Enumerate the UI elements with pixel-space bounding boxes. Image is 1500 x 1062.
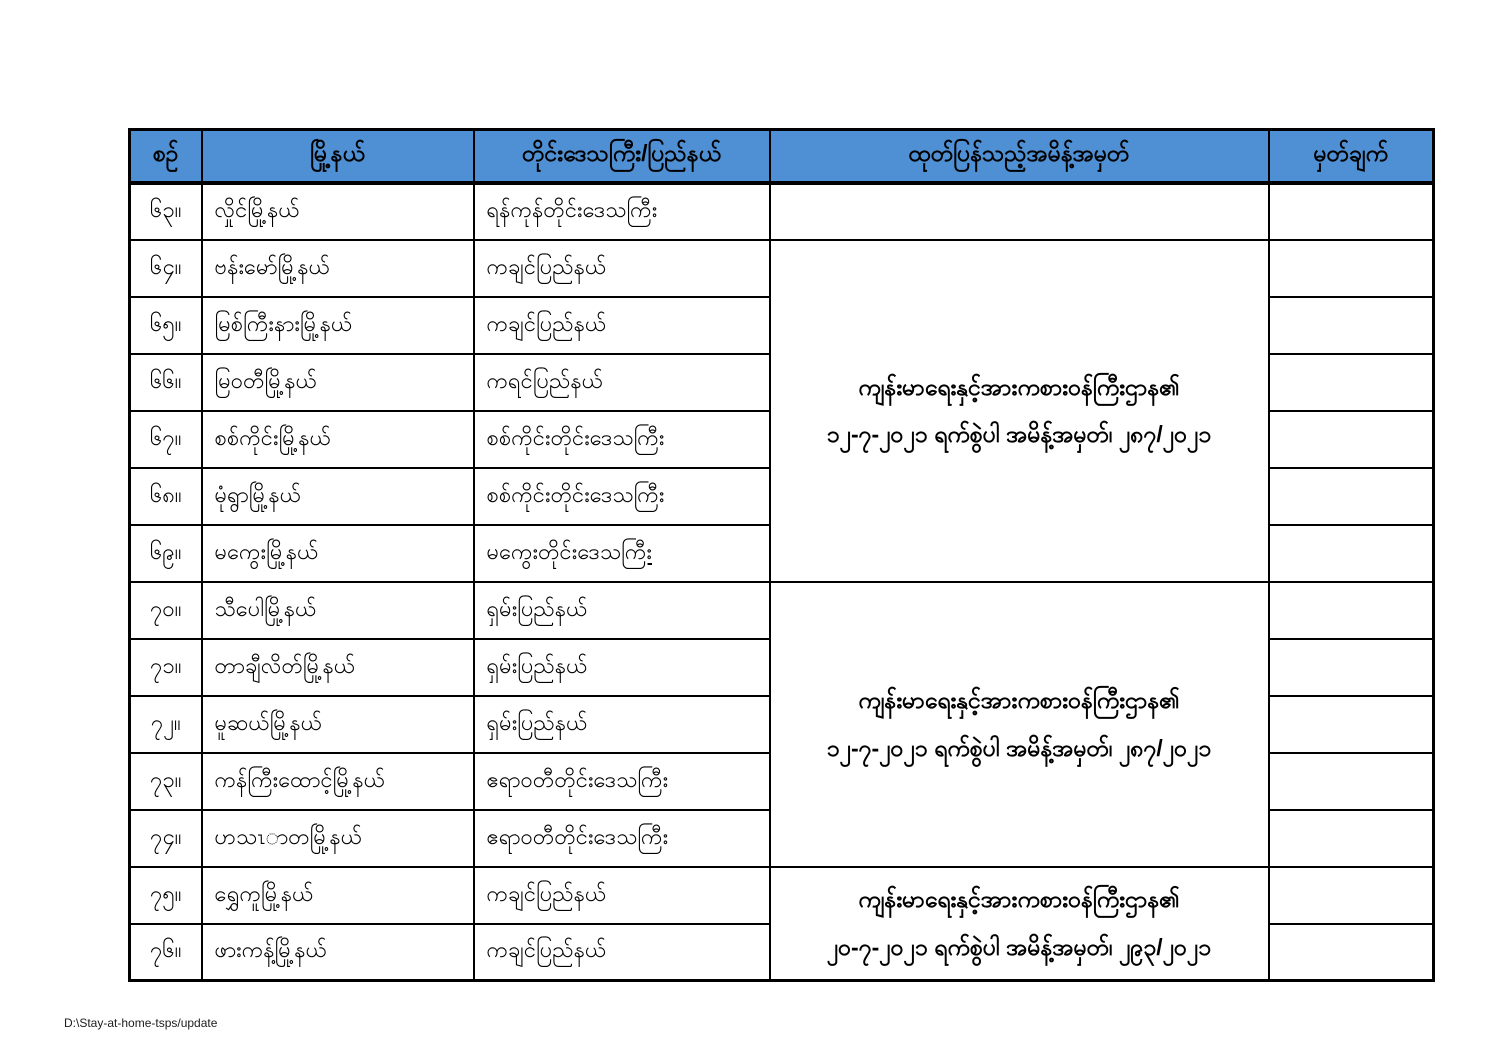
- cell-township: မကွေးမြို့နယ်: [202, 525, 474, 582]
- cell-region: [474, 468, 770, 525]
- stay-at-home-townships-table: [128, 128, 1435, 982]
- cell-order-number: [770, 867, 1269, 981]
- region-text: ဧရာဝတီတိုင်းဒေသကြီး: [486, 766, 669, 792]
- cell-remark: [1269, 297, 1434, 354]
- cell-remark: [1269, 411, 1434, 468]
- cell-remark: [1269, 582, 1434, 639]
- table-header: [130, 130, 1434, 183]
- header-township: မြို့နယ်: [202, 130, 474, 183]
- cell-region: [474, 525, 770, 582]
- header-remark: မှတ်ချက်: [1269, 130, 1434, 183]
- cell-remark: [1269, 639, 1434, 696]
- region-text: ကချင်ပြည်နယ်: [486, 880, 607, 906]
- cell-order-number: [770, 582, 1269, 867]
- cell-no: ၇၁။: [130, 639, 202, 696]
- region-text-underlined: ကြီး: [621, 538, 652, 564]
- cell-remark: [1269, 468, 1434, 525]
- cell-region: [474, 753, 770, 810]
- cell-township: မြဝတီမြို့နယ်: [202, 354, 474, 411]
- cell-remark: [1269, 525, 1434, 582]
- cell-region: [474, 582, 770, 639]
- cell-remark: [1269, 753, 1434, 810]
- cell-region: [474, 240, 770, 297]
- order-line-2: ၁၂-၇-၂၀၂၁ ရက်စွဲပါ အမိန့်အမှတ်၊ ၂၈၇/၂၀၂၁: [826, 421, 1212, 447]
- region-text: ရှမ်းပြည်နယ်: [486, 595, 588, 621]
- cell-region: [474, 183, 770, 240]
- cell-township: သီပေါမြို့နယ်: [202, 582, 474, 639]
- cell-township: တာချီလိတ်မြို့နယ်: [202, 639, 474, 696]
- cell-no: ၆၇။: [130, 411, 202, 468]
- cell-township: မူဆယ်မြို့နယ်: [202, 696, 474, 753]
- region-text: ကရင်ပြည်နယ်: [486, 367, 604, 393]
- order-line-2: ၁၂-၇-၂၀၂၁ ရက်စွဲပါ အမိန့်အမှတ်၊ ၂၈၇/၂၀၂၁: [826, 734, 1212, 761]
- file-path-footer: D:\Stay-at-home-tsps/update: [64, 1016, 218, 1030]
- cell-township: ဖားကန့်မြို့နယ်: [202, 924, 474, 981]
- cell-township: ရွှေကူမြို့နယ်: [202, 867, 474, 924]
- cell-remark: [1269, 867, 1434, 924]
- cell-township: မြစ်ကြီးနားမြို့နယ်: [202, 297, 474, 354]
- order-line-2: ၂၀-၇-၂၀၂၁ ရက်စွဲပါ အမိန့်အမှတ်၊ ၂၉၃/၂၀၂၁: [826, 933, 1212, 960]
- region-text: ကချင်ပြည်နယ်: [486, 310, 607, 336]
- cell-region: [474, 297, 770, 354]
- cell-order-number: [770, 183, 1269, 240]
- cell-remark: [1269, 354, 1434, 411]
- cell-remark: [1269, 810, 1434, 867]
- cell-region: [474, 411, 770, 468]
- cell-township: စစ်ကိုင်းမြို့နယ်: [202, 411, 474, 468]
- table-row: [130, 240, 1434, 297]
- cell-no: ၆၉။: [130, 525, 202, 582]
- cell-remark: [1269, 924, 1434, 981]
- cell-region: [474, 354, 770, 411]
- order-line-1: ကျန်းမာရေးနှင့်အားကစားဝန်ကြီးဌာန၏: [858, 373, 1180, 400]
- region-text: ရှမ်းပြည်နယ်: [486, 709, 588, 735]
- header-region: တိုင်းဒေသကြီး/ပြည်နယ်: [474, 130, 770, 183]
- cell-township: ဗန်းမော်မြို့နယ်: [202, 240, 474, 297]
- order-line-1: ကျန်းမာရေးနှင့်အားကစားဝန်ကြီးဌာန၏: [858, 687, 1180, 713]
- cell-no: ၆၈။: [130, 468, 202, 525]
- cell-no: ၆၆။: [130, 354, 202, 411]
- cell-remark: [1269, 183, 1434, 240]
- cell-township: မုံရွာမြို့နယ်: [202, 468, 474, 525]
- header-row: [130, 130, 1434, 183]
- order-line-1: ကျန်းမာရေးနှင့်အားကစားဝန်ကြီးဌာန၏: [858, 886, 1180, 913]
- header-order: ထုတ်ပြန်သည့်အမိန့်အမှတ်: [770, 130, 1269, 183]
- table-row: [130, 867, 1434, 924]
- cell-no: ၇၅။: [130, 867, 202, 924]
- cell-no: ၇၃။: [130, 753, 202, 810]
- cell-remark: [1269, 240, 1434, 297]
- cell-no: ၆၅။: [130, 297, 202, 354]
- cell-no: ၇၀။: [130, 582, 202, 639]
- region-text: စစ်ကိုင်းတိုင်းဒေသကြီး: [486, 481, 665, 507]
- region-text: ကချင်ပြည်နယ်: [486, 253, 607, 279]
- table-body: [130, 183, 1434, 981]
- cell-township: ဟသၤာတမြို့နယ်: [202, 810, 474, 867]
- cell-region: [474, 696, 770, 753]
- cell-no: ၇၂။: [130, 696, 202, 753]
- table-row: [130, 582, 1434, 639]
- cell-region: [474, 867, 770, 924]
- cell-remark: [1269, 696, 1434, 753]
- cell-township: လှိုင်မြို့နယ်: [202, 183, 474, 240]
- region-text: ရှမ်းပြည်နယ်: [486, 652, 588, 678]
- cell-no: ၇၄။: [130, 810, 202, 867]
- cell-order-number: [770, 240, 1269, 582]
- region-text: စစ်ကိုင်းတိုင်းဒေသကြီး: [486, 424, 665, 450]
- cell-region: [474, 639, 770, 696]
- region-text: ရန်ကုန်တိုင်းဒေသကြီး: [486, 197, 658, 222]
- header-no: စဉ်: [130, 130, 202, 183]
- region-text: မကွေးတိုင်းဒေသ: [486, 538, 622, 564]
- cell-no: ၆၄။: [130, 240, 202, 297]
- region-text: ကချင်ပြည်နယ်: [486, 937, 607, 963]
- cell-no: ၇၆။: [130, 924, 202, 981]
- cell-no: ၆၃။: [130, 183, 202, 240]
- table-row: [130, 183, 1434, 240]
- cell-region: [474, 810, 770, 867]
- cell-township: ကန်ကြီးထောင့်မြို့နယ်: [202, 753, 474, 810]
- cell-region: [474, 924, 770, 981]
- region-text: ဧရာဝတီတိုင်းဒေသကြီး: [486, 823, 669, 849]
